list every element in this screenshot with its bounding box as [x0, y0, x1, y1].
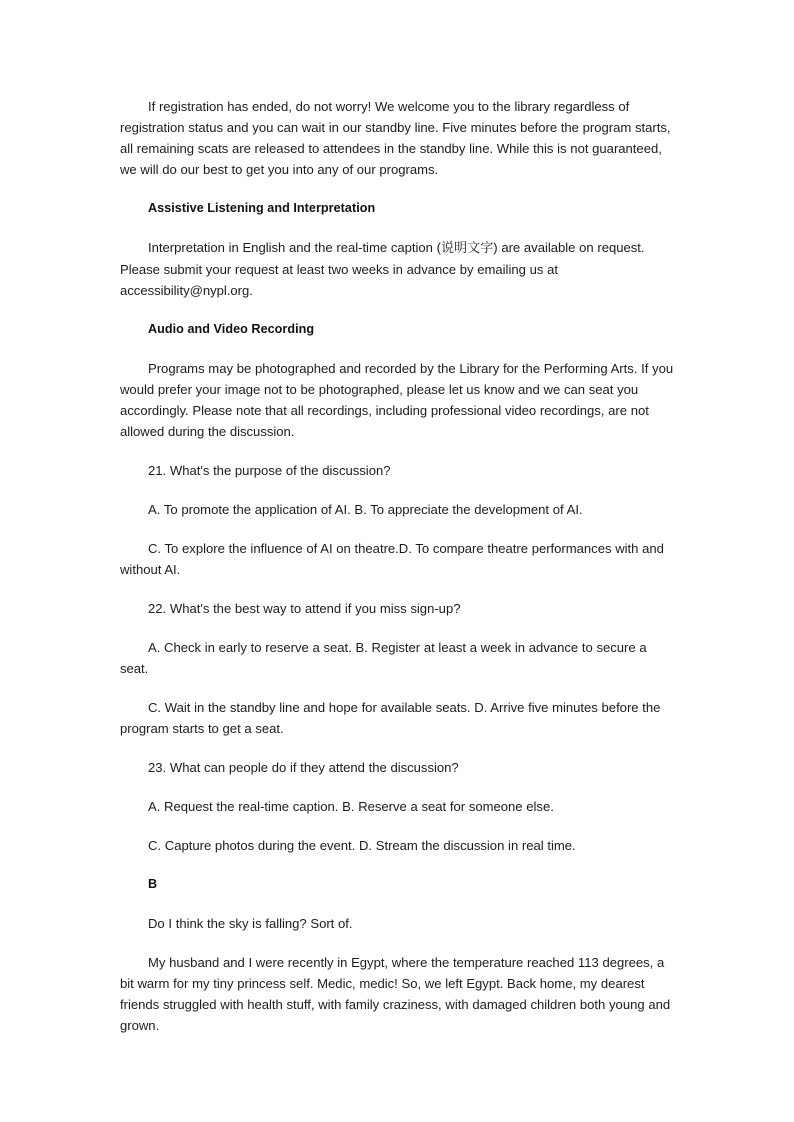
egypt-paragraph: My husband and I were recently in Egypt, where the temperature reached 113 degrees, a bit warm for my tiny princess self. Medic, medic! So, we left Egypt. Back home, my dearest friends struggled with health stuff, with family craziness, with damaged children both young and grown.: [120, 955, 671, 1033]
recording-policy-paragraph: Programs may be photographed and recorded by the Library for the Performing Arts. If you would prefer your image not to be photographed, please let us know and we can seat you accordingly. Please note that all recordings, including professional video recordings, are not allowed during the discussion.: [120, 361, 674, 439]
question-21-options-cd: C. To explore the influence of AI on theatre.D. To compare theatre performances with and without AI.: [120, 541, 664, 577]
interpretation-text-before-caption: Interpretation in English and the real-time caption (: [148, 240, 441, 255]
assistive-listening-heading: Assistive Listening and Interpretation: [148, 201, 376, 215]
question-22-options-ab: A. Check in early to reserve a seat. B. Register at least a week in advance to secure a seat.: [120, 640, 647, 676]
question-22-stem: 22. What's the best way to attend if you miss sign-up?: [148, 601, 461, 616]
interpretation-text-after-caption: ) are available on request. Please submit your request at least two weeks in advance by emailing us at accessibility@nypl.org.: [120, 240, 645, 298]
question-22-options-cd: C. Wait in the standby line and hope for available seats. D. Arrive five minutes before the program starts to get a seat.: [120, 700, 661, 736]
document-text-body: [120, 96, 676, 1036]
standby-line-paragraph: If registration has ended, do not worry! We welcome you to the library regardless of registration status and you can wait in our standby line. Five minutes before the program starts, all remaining scats are released to attendees in the standby line. While this is not guaranteed, we will do our best to get you into any of our programs.: [120, 99, 671, 177]
sky-falling-paragraph: Do I think the sky is falling? Sort of.: [148, 916, 353, 931]
question-21-stem: 21. What's the purpose of the discussion?: [148, 463, 391, 478]
question-23-options-cd: C. Capture photos during the event. D. Stream the discussion in real time.: [148, 838, 576, 853]
audio-video-recording-heading: Audio and Video Recording: [148, 322, 315, 336]
caption-chinese-term: 说明文字: [440, 241, 494, 256]
question-23-options-ab: A. Request the real-time caption. B. Reserve a seat for someone else.: [148, 799, 554, 814]
interpretation-paragraph: [120, 237, 676, 301]
question-21-options-ab: A. To promote the application of AI. B. To appreciate the development of AI.: [148, 502, 583, 517]
question-23-stem: 23. What can people do if they attend the discussion?: [148, 760, 459, 775]
section-marker-b: B: [148, 877, 158, 891]
